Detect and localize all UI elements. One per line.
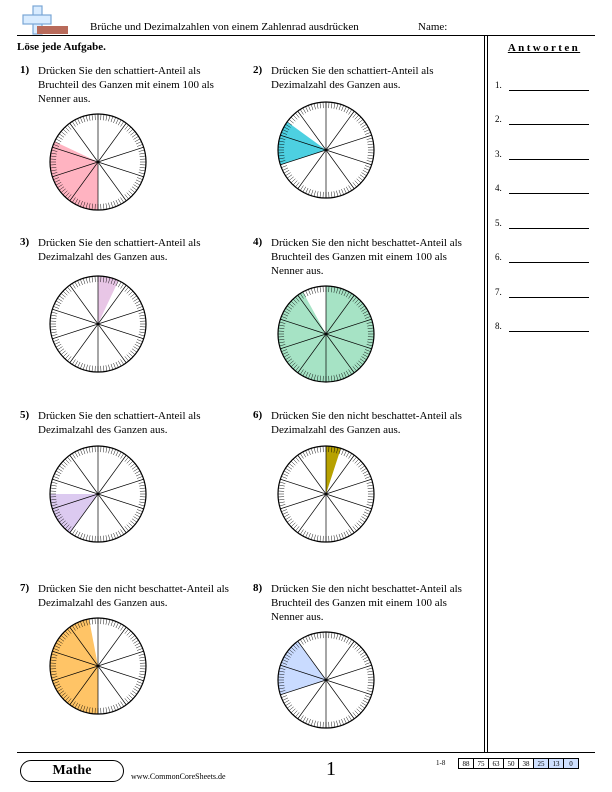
answer-line	[509, 90, 589, 91]
instructions: Löse jede Aufgabe.	[17, 41, 106, 53]
answer-num: 3.	[495, 149, 502, 159]
score-cell: 0	[564, 759, 579, 769]
name-label: Name:	[418, 21, 448, 33]
column-divider-right	[487, 36, 488, 752]
score-cell: 88	[459, 759, 474, 769]
answer-line	[509, 262, 589, 263]
answer-num: 6.	[495, 252, 502, 262]
problem-number: 5)	[20, 409, 30, 421]
problem-text: Drücken Sie den schattiert-Anteil als Bruchteil des Ganzen mit einem 100 als Nenner aus.	[38, 65, 214, 105]
answer-num: 5.	[495, 218, 502, 228]
site-url[interactable]: www.CommonCoreSheets.de	[131, 772, 226, 781]
answer-line	[509, 297, 589, 298]
answer-num: 8.	[495, 321, 502, 331]
fraction-wheel-4	[276, 284, 376, 384]
problem-text: Drücken Sie den schattiert-Anteil als Dezimalzahl des Ganzen aus.	[38, 410, 201, 436]
score-cell: 25	[534, 759, 549, 769]
answer-line	[509, 159, 589, 160]
worksheet-title: Brüche und Dezimalzahlen von einem Zahlenrad ausdrücken	[90, 21, 359, 33]
answer-line	[509, 331, 589, 332]
problem-number: 2)	[253, 64, 263, 76]
score-cell: 38	[519, 759, 534, 769]
problem-text: Drücken Sie den nicht beschattet-Anteil als Bruchteil des Ganzen mit einem 100 als Nenner aus.	[271, 583, 462, 623]
column-divider-left	[484, 36, 485, 752]
problem-number: 8)	[253, 582, 263, 594]
problem-text: Drücken Sie den schattiert-Anteil als Dezimalzahl des Ganzen aus.	[271, 65, 434, 91]
answer-num: 1.	[495, 80, 502, 90]
fraction-wheel-3	[48, 274, 148, 374]
answer-num: 2.	[495, 114, 502, 124]
problem-text: Drücken Sie den nicht beschattet-Anteil als Bruchteil des Ganzen mit einem 100 als Nenner aus.	[271, 237, 462, 277]
problem-number: 4)	[253, 236, 263, 248]
page-number: 1	[326, 758, 336, 780]
fraction-wheel-7	[48, 616, 148, 716]
score-table	[458, 758, 579, 769]
answer-num: 7.	[495, 287, 502, 297]
fraction-wheel-1	[48, 112, 148, 212]
problem-text: Drücken Sie den nicht beschattet-Anteil als Dezimalzahl des Ganzen aus.	[38, 583, 229, 609]
problem-number: 3)	[20, 236, 30, 248]
score-cell: 75	[474, 759, 489, 769]
problem-number: 1)	[20, 64, 30, 76]
problem-text: Drücken Sie den schattiert-Anteil als Dezimalzahl des Ganzen aus.	[38, 237, 201, 263]
answer-line	[509, 193, 589, 194]
answer-num: 4.	[495, 183, 502, 193]
answer-line	[509, 124, 589, 125]
score-cell: 63	[489, 759, 504, 769]
fraction-wheel-8	[276, 630, 376, 730]
answers-title: Antworten	[507, 42, 581, 54]
fraction-wheel-2	[276, 100, 376, 200]
fraction-wheel-6	[276, 444, 376, 544]
problem-number: 7)	[20, 582, 30, 594]
answer-line	[509, 228, 589, 229]
fraction-wheel-5	[48, 444, 148, 544]
problem-number: 6)	[253, 409, 263, 421]
score-cell: 50	[504, 759, 519, 769]
subject-badge: Mathe	[20, 760, 124, 782]
score-cell: 13	[549, 759, 564, 769]
header-rule	[17, 35, 595, 36]
score-range-label: 1-8	[436, 759, 446, 767]
footer-rule	[17, 752, 595, 753]
problem-text: Drücken Sie den nicht beschattet-Anteil als Dezimalzahl des Ganzen aus.	[271, 410, 462, 436]
plus-logo-icon	[17, 5, 69, 37]
